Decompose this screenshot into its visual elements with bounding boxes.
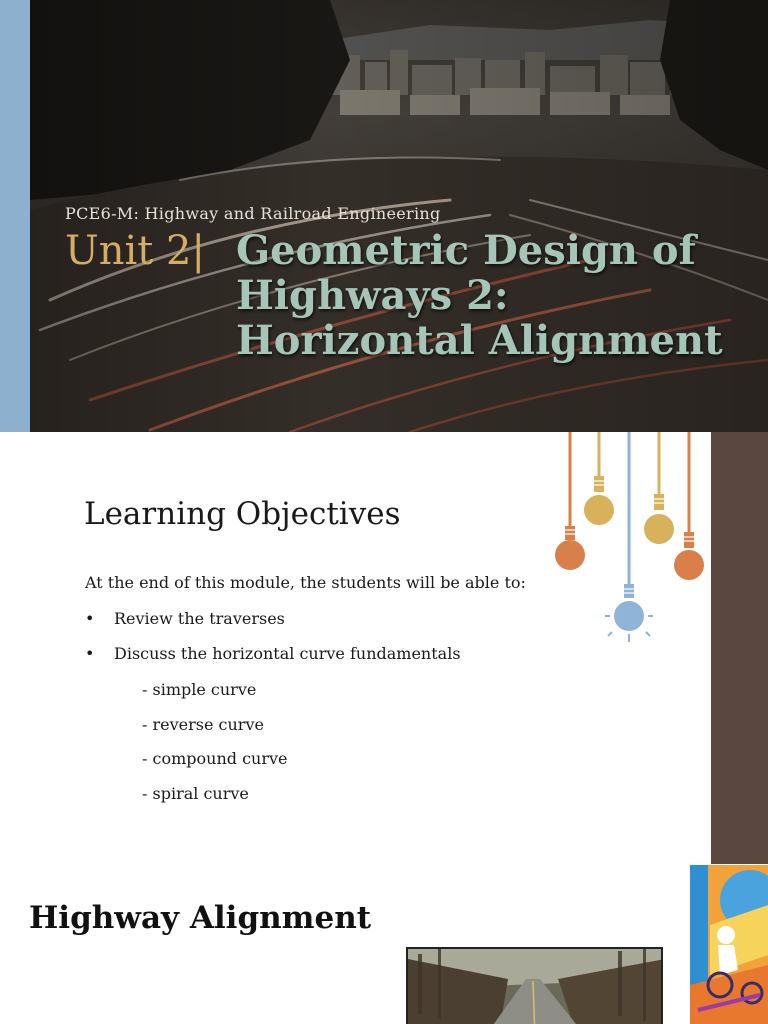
bullet-marker: • <box>85 644 95 663</box>
title-line: Highways 2: <box>236 272 509 319</box>
slide-heading: Highway Alignment <box>29 900 372 936</box>
bullet-marker: • <box>85 609 95 628</box>
slide-heading: Learning Objectives <box>84 496 401 532</box>
lightbulb-icon <box>644 432 674 544</box>
bullet-text: Review the traverses <box>114 609 285 628</box>
text-fragment-cropped <box>29 1016 379 1024</box>
list-item <box>85 609 285 628</box>
intro-text: At the end of this module, the students will be able to: <box>85 573 526 592</box>
lightbulbs-decoration <box>550 432 710 656</box>
slide-title <box>236 228 723 363</box>
side-bar <box>711 432 768 864</box>
alignment-slide <box>0 864 768 1024</box>
road-photo <box>406 947 663 1024</box>
course-subtitle: PCE6-M: Highway and Railroad Engineering <box>65 204 441 223</box>
lightbulb-icon <box>605 432 653 642</box>
title-line: Geometric Design of <box>236 227 696 274</box>
title-slide <box>0 0 768 432</box>
unit-label: Unit 2| <box>65 228 205 274</box>
bullet-text: Discuss the horizontal curve fundamentals <box>114 644 461 663</box>
accent-bar <box>0 0 30 432</box>
cyclist-illustration <box>690 865 768 1024</box>
sub-list-item: - simple curve <box>142 680 257 699</box>
list-item <box>85 644 461 663</box>
title-line: Horizontal Alignment <box>236 317 723 364</box>
sub-list-item: - reverse curve <box>142 715 264 734</box>
lightbulb-icon <box>584 432 614 525</box>
lightbulb-icon <box>674 432 704 580</box>
lightbulb-icon <box>555 432 585 570</box>
sub-list-item: - spiral curve <box>142 784 249 803</box>
sub-list-item: - compound curve <box>142 749 288 768</box>
objectives-slide <box>0 432 768 864</box>
